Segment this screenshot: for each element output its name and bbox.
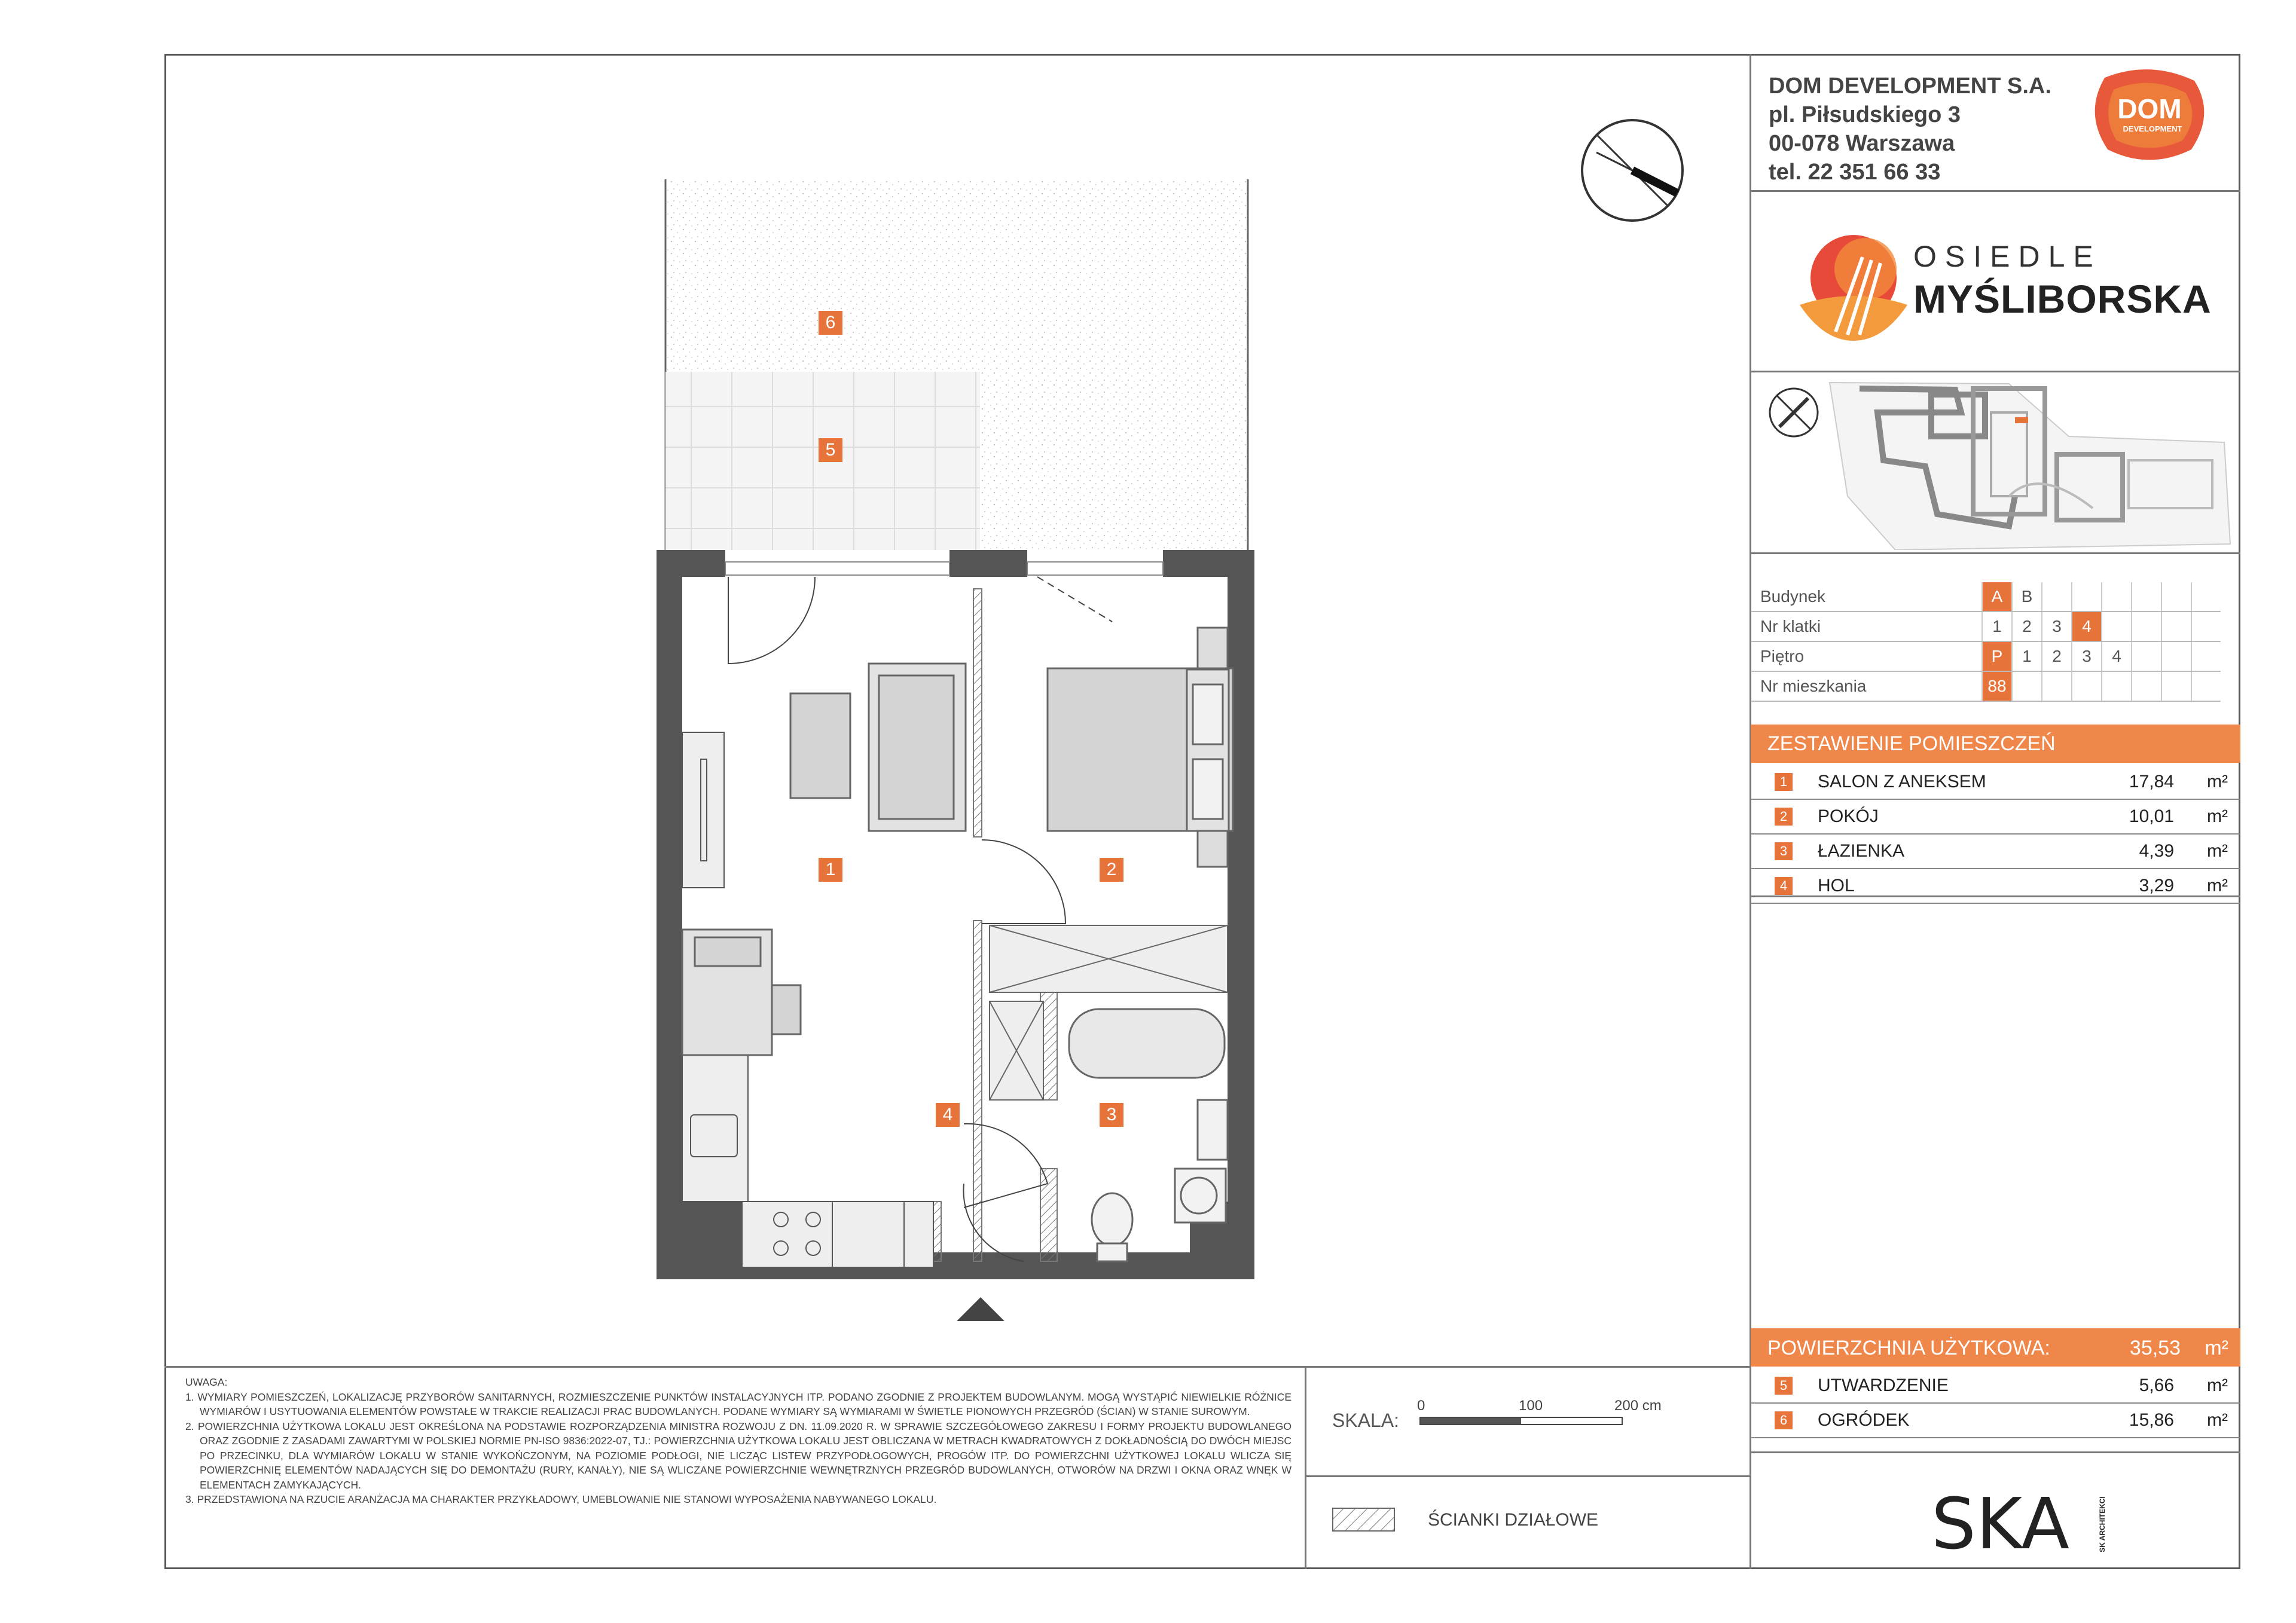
bedroom-furniture bbox=[1048, 628, 1233, 867]
plan-tag-5: 5 bbox=[819, 438, 842, 462]
pietro-option[interactable]: 3 bbox=[2072, 641, 2102, 671]
budynek-option[interactable]: A bbox=[1982, 582, 2012, 612]
company-city: 00-078 Warszawa bbox=[1769, 131, 1955, 156]
room-name: SALON Z ANEKSEM bbox=[1818, 772, 1986, 791]
plan-tag-2: 2 bbox=[1100, 858, 1123, 882]
north-compass-icon bbox=[1578, 117, 1686, 224]
extra-name: OGRÓDEK bbox=[1818, 1410, 1910, 1430]
extra-name: UTWARDZENIE bbox=[1818, 1376, 1949, 1395]
room-unit: m² bbox=[2207, 772, 2228, 791]
estate-line2: MYŚLIBORSKA bbox=[1913, 277, 2212, 321]
pietro-label: Piętro bbox=[1751, 641, 1982, 671]
klatka-option[interactable]: 1 bbox=[1982, 612, 2012, 641]
room-row bbox=[1751, 800, 2240, 835]
scale-tick-label: 100 bbox=[1519, 1398, 1543, 1414]
room-number: 3 bbox=[1775, 842, 1793, 860]
klatka-option[interactable]: 4 bbox=[2072, 612, 2102, 641]
extra-unit: m² bbox=[2207, 1410, 2228, 1430]
floor-plan bbox=[646, 173, 1292, 1339]
budynek-row bbox=[1751, 582, 2221, 612]
company-divider bbox=[1750, 190, 2240, 192]
total-unit: m² bbox=[2205, 1337, 2228, 1359]
extra-area: 5,66 bbox=[2139, 1376, 2174, 1395]
room-name: ŁAZIENKA bbox=[1818, 841, 1905, 861]
budynek-option[interactable]: B bbox=[2012, 582, 2042, 612]
room-number: 2 bbox=[1775, 808, 1793, 826]
site-map bbox=[1758, 377, 2236, 550]
company-street: pl. Piłsudskiego 3 bbox=[1769, 102, 1961, 127]
extra-row bbox=[1751, 1369, 2240, 1404]
unit-selector-table bbox=[1751, 582, 2221, 702]
mieszkanie-value: 88 bbox=[1982, 671, 2012, 701]
partition-wall-hatch-icon bbox=[1332, 1508, 1395, 1532]
extra-number: 5 bbox=[1775, 1377, 1793, 1395]
windows bbox=[725, 562, 1163, 575]
rooms-header: ZESTAWIENIE POMIESZCZEŃ bbox=[1751, 725, 2240, 763]
pietro-row bbox=[1751, 641, 2221, 671]
extra-area: 15,86 bbox=[2129, 1410, 2174, 1430]
bottom-divider bbox=[164, 1366, 1751, 1368]
company-name: DOM DEVELOPMENT S.A. bbox=[1769, 74, 2051, 99]
room-area: 17,84 bbox=[2129, 772, 2174, 791]
room-name: POKÓJ bbox=[1818, 806, 1879, 826]
total-area: 35,53 bbox=[2129, 1337, 2181, 1359]
notes-title: UWAGA: bbox=[185, 1376, 228, 1388]
estate-line1: OSIEDLE bbox=[1913, 240, 2102, 273]
room-number: 1 bbox=[1775, 773, 1793, 791]
room-unit: m² bbox=[2207, 841, 2228, 861]
notes-block bbox=[185, 1375, 1292, 1507]
ska-architect-logo bbox=[1925, 1483, 2117, 1560]
pietro-option[interactable]: P bbox=[1982, 641, 2012, 671]
estate-sun-logo bbox=[1794, 221, 1913, 347]
scale-tick-label: 0 bbox=[1417, 1398, 1425, 1414]
plan-tag-3: 3 bbox=[1100, 1103, 1123, 1127]
room-number: 4 bbox=[1775, 877, 1793, 895]
extra-number: 6 bbox=[1775, 1411, 1793, 1429]
pietro-option[interactable]: 4 bbox=[2102, 641, 2132, 671]
scale-bar bbox=[1419, 1417, 1623, 1425]
room-area: 10,01 bbox=[2129, 806, 2174, 826]
company-phone: tel. 22 351 66 33 bbox=[1769, 160, 1941, 185]
extras-end-divider bbox=[1750, 1451, 2240, 1453]
ska-logo-text: SKA bbox=[1931, 1483, 2069, 1560]
plan-tag-1: 1 bbox=[819, 858, 842, 882]
notes-divider bbox=[1305, 1366, 1306, 1569]
klatka-option[interactable]: 2 bbox=[2012, 612, 2042, 641]
mieszkanie-row bbox=[1751, 671, 2221, 701]
klatka-option[interactable]: 3 bbox=[2042, 612, 2072, 641]
ska-logo-subtitle: SK ARCHITEKCI bbox=[2098, 1496, 2106, 1552]
company-address bbox=[1769, 72, 2051, 187]
room-area: 3,29 bbox=[2139, 876, 2174, 895]
site-map-marker bbox=[2015, 417, 2028, 423]
scale-divider bbox=[1305, 1475, 1751, 1477]
room-row bbox=[1751, 869, 2240, 904]
scale-tick-label: 200 cm bbox=[1614, 1398, 1662, 1414]
mieszkanie-label: Nr mieszkania bbox=[1751, 671, 1982, 701]
entrance-arrow-icon bbox=[957, 1297, 1004, 1321]
pietro-option[interactable]: 2 bbox=[2042, 641, 2072, 671]
budynek-label: Budynek bbox=[1751, 582, 1982, 612]
legend-label: ŚCIANKI DZIAŁOWE bbox=[1428, 1510, 1599, 1530]
note-item: 2. POWIERZCHNIA UŻYTKOWA LOKALU JEST OKREŚLONA NA PODSTAWIE ROZPORZĄDZENIA MINISTRA ROZWOJU Z DN. 11.09.2020 R. W SPRAWIE SZCZEGÓŁOWEGO ZAKRESU I FORMY PROJEKTU BUDOWLANEGO ORAZ ZGODNIE Z ZASADAMI ZAWARTYMI W POLSKIEJ NORMIE PN-ISO 9836:2022-07, TJ.: POWIERZCHNIA UŻYTKOWA LOKALU JEST OBLICZANA W METRACH KWADRATOWYCH Z DOKŁADNOŚCIĄ DO DWÓCH MIEJSC PO PRZECINKU, DLA WYMIARÓW LOKALU W STANIE WYKOŃCZONYM, NA POZIOMIE PODŁOGI, NIE LICZĄC LISTEW PRZYPODŁOGOWYCH, PROGÓW ITP. DO POWIERZCHNI UŻYTKOWEJ LOKALU WLICZA SIĘ POWIERZCHNIĘ ELEMENTÓW NADAJĄCYCH SIĘ DO DEMONTAŻU (RURY, KANAŁY), NIE SĄ WLICZANE POWIERZCHNIE WEWNĘTRZNYCH PRZEGRÓD BUDOWLANYCH, OTWORÓW NA DRZWI I OKNA ORAZ WNĘK W ELEMENTACH ZAMYKAJĄCYCH. bbox=[185, 1420, 1292, 1491]
estate-divider bbox=[1750, 371, 2240, 372]
pietro-option[interactable]: 1 bbox=[2012, 641, 2042, 671]
scale-label: SKALA: bbox=[1332, 1410, 1400, 1431]
total-label: POWIERZCHNIA UŻYTKOWA: bbox=[1767, 1337, 2050, 1359]
note-item: 3. PRZEDSTAWIONA NA RZUCIE ARANŻACJA MA CHARAKTER PRZYKŁADOWY, UMEBLOWANIE NIE STANOWI WYPOSAŻENIA NABYWANEGO LOKALU. bbox=[185, 1493, 937, 1505]
klatka-label: Nr klatki bbox=[1751, 612, 1982, 641]
extra-row bbox=[1751, 1404, 2240, 1438]
site-compass-icon bbox=[1770, 389, 1818, 436]
room-row bbox=[1751, 835, 2240, 869]
room-unit: m² bbox=[2207, 806, 2228, 826]
room-name: HOL bbox=[1818, 876, 1855, 895]
room-row bbox=[1751, 765, 2240, 800]
logo-development-text: DEVELOPMENT bbox=[2123, 124, 2182, 133]
total-bar bbox=[1751, 1328, 2240, 1367]
plan-tag-4: 4 bbox=[936, 1103, 960, 1127]
logo-dom-text: DOM bbox=[2117, 93, 2182, 124]
extra-unit: m² bbox=[2207, 1376, 2228, 1395]
room-area: 4,39 bbox=[2139, 841, 2174, 861]
room-unit: m² bbox=[2207, 876, 2228, 895]
note-item: 1. WYMIARY POMIESZCZEŃ, LOKALIZACJĘ PRZYBORÓW SANITARNYCH, ROZMIESZCZENIE PUNKTÓW INSTALACYJNYCH ITP. PODANO ZGODNIE Z PROJEKTEM BUDOWLANYM. MOGĄ WYSTĄPIĆ NIEWIELKIE RÓŻNICE WYMIARÓW I USYTUOWANIA ELEMENTÓW POWSTAŁE W TRAKCIE REALIZACJI PRAC BUDOWLANYCH. PODANE WYMIARY SĄ WYMIARAMI W ŚWIETLE PIONOWYCH PRZEGRÓD (ŚCIAN) W STANIE SUROWYM. bbox=[185, 1390, 1292, 1417]
plan-tag-6: 6 bbox=[819, 311, 842, 335]
klatka-row bbox=[1751, 612, 2221, 641]
dom-development-logo bbox=[2087, 66, 2212, 164]
map-divider bbox=[1750, 552, 2240, 554]
